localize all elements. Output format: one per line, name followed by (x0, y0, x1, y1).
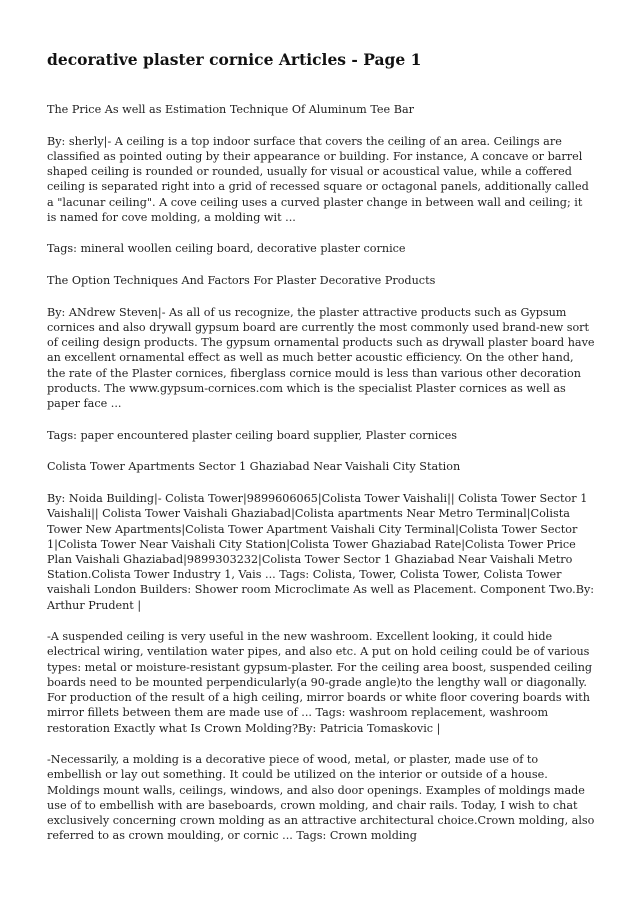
page-title: decorative plaster cornice Articles - Page 1 (47, 50, 422, 69)
article-tags-1: Tags: mineral woollen ceiling board, decorative plaster cornice (47, 242, 406, 256)
article-body-2: By: ANdrew Steven|- As all of us recognize, the plaster attractive products such as Gypsum cornices and also drywall gypsum board are currently the most commonly used brand-new sort of ceiling design products. The gypsum ornamental products such as drywall plaster board have an excellent ornamental effect as well as much better acoustic efficiency. On the other hand, the rate of the Plaster cornices, fiberglass cornice mould is less than various other decoration products. The www.gypsum-cornices.com which is the specialist Plaster cornices as well as paper face ... (47, 305, 595, 411)
document-page (47, 50, 595, 860)
paragraph-crown-molding: -Necessarily, a molding is a decorative piece of wood, metal, or plaster, made use of to embellish or lay out something. It could be utilized on the interior or outside of a house. Moldings mount walls, ceilings, windows, and also door openings. Examples of moldings made use of to embellish with are baseboards, crown molding, and chair rails. Today, I wish to chat exclusively concerning crown molding as an attractive architectural choice.Crown molding, also referred to as crown moulding, or cornic ... Tags: Crown molding (47, 753, 595, 843)
article-tags-2: Tags: paper encountered plaster ceiling board supplier, Plaster cornices (47, 428, 457, 442)
article-body-3: By: Noida Building|- Colista Tower|9899606065|Colista Tower Vaishali|| Colista Tower Sector 1 Vaishali|| Colista Tower Vaishali Ghaziabad|Colista apartments Near Metro Terminal|Colista Tower New Apartments|Colista Tower Apartment Vaishali City Terminal|Colista Tower Sector 1|Colista Tower Near Vaishali City Station|Colista Tower Ghaziabad Rate|Colista Tower Price Plan Vaishali Ghaziabad|9899303232|Colista Tower Sector 1 Ghaziabad Near Vaishali Metro Station.Colista Tower Industry 1, Vais ... Tags: Colista, Tower, Colista Tower, Colista Tower vaishali London Builders: Shower room Microclimate As well as Placement. Component Two.By: Arthur Prudent | (47, 492, 595, 612)
article-title-1[interactable]: The Price As well as Estimation Technique Of Aluminum Tee Bar (47, 103, 414, 116)
article-title-3[interactable]: Colista Tower Apartments Sector 1 Ghaziabad Near Vaishali City Station (47, 460, 461, 474)
paragraph-suspended-ceiling: -A suspended ceiling is very useful in the new washroom. Excellent looking, it could hide electrical wiring, ventilation water pipes, and also etc. A put on hold ceiling could be of various types: metal or moisture-resistant gypsum-plaster. For the ceiling area boost, suspended ceiling boards need to be mounted perpendicularly(a 90-grade angle)to the lengthy wall or diagonally. For production of the result of a high ceiling, mirror boards or white floor covering boards with mirror fillets between them are made use of ... Tags: washroom replacement, washroom restoration Exactly what Is Crown Molding?By: Patricia Tomaskovic | (47, 630, 593, 735)
article-body-1: By: sherly|- A ceiling is a top indoor surface that covers the ceiling of an area. Ceilings are classified as pointed outing by their appearance or building. For instance, A concave or barrel shaped ceiling is rounded or rounded, usually for visual or acoustical value, while a coffered ceiling is separated right into a grid of recessed square or octagonal panels, additionally called a "lacunar ceiling". A cove ceiling uses a curved plaster change in between wall and ceiling; it is named for cove molding, a molding wit ... (47, 134, 589, 224)
article-title-2[interactable]: The Option Techniques And Factors For Plaster Decorative Products (47, 274, 436, 288)
